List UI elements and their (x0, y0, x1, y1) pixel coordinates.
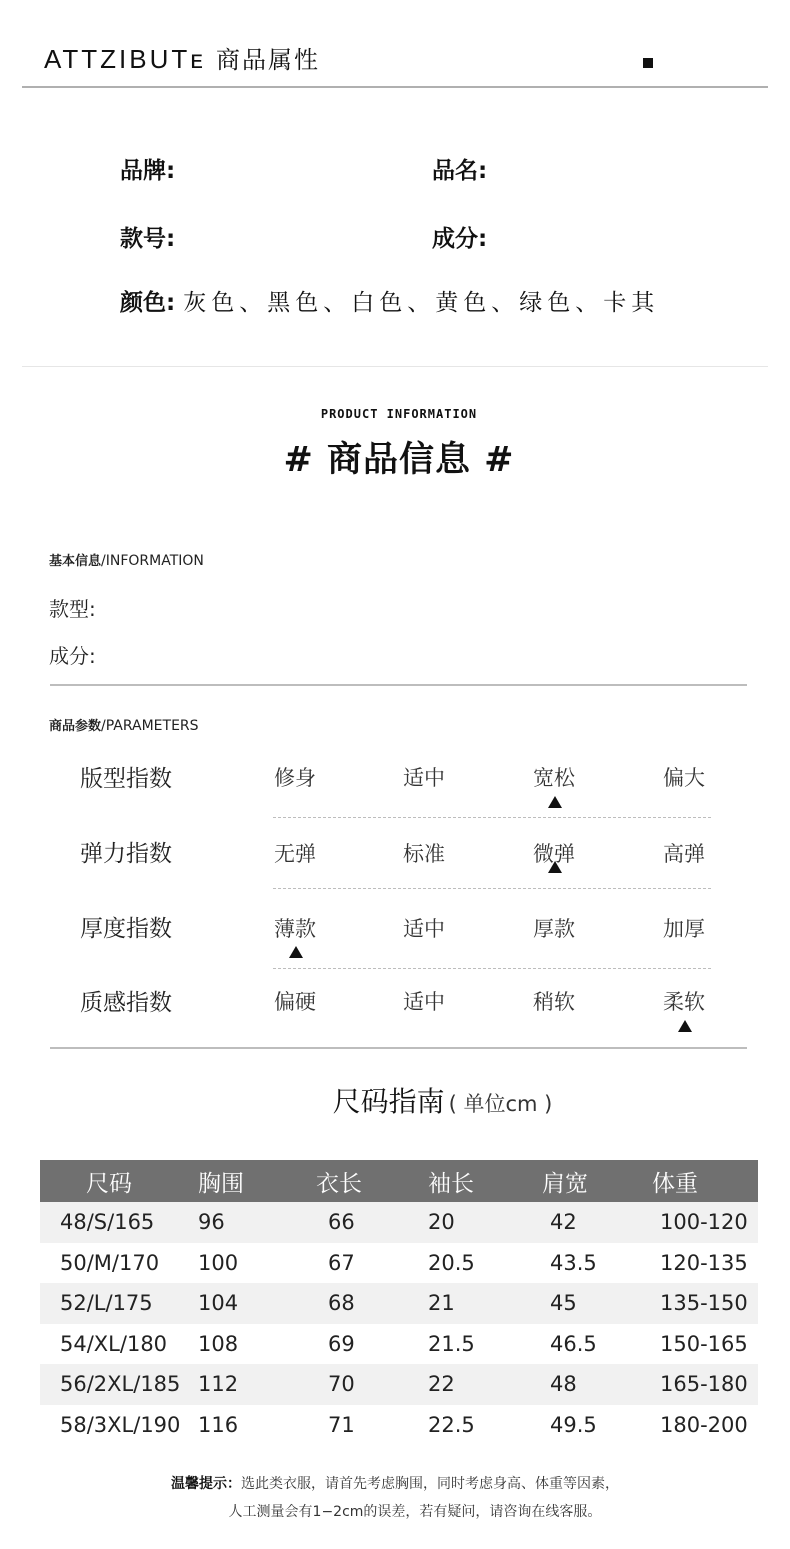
cell-weight: 120-135 (652, 1243, 758, 1284)
product-name-label: 品名: (432, 158, 488, 184)
cell-weight: 180-200 (652, 1405, 758, 1446)
cell-length: 68 (314, 1283, 428, 1324)
parameters-label-en: /PARAMETERS (101, 718, 199, 734)
selection-marker-icon (678, 1020, 692, 1032)
param-option: 无弹 (274, 842, 316, 866)
cell-size: 56/2XL/185 (40, 1364, 198, 1405)
header-chest: 胸围 (198, 1160, 314, 1202)
dashed-divider (273, 817, 711, 818)
dashed-divider (273, 888, 711, 889)
color-row (120, 284, 659, 317)
table-row (40, 1405, 758, 1446)
dashed-divider (273, 968, 711, 969)
selection-marker-icon (548, 861, 562, 873)
table-row (40, 1202, 758, 1243)
cell-chest: 104 (198, 1283, 314, 1324)
parameters-label-cn: 商品参数 (49, 719, 102, 734)
cell-shoulder: 45 (542, 1283, 652, 1324)
attribute-title-en: ATTΖIBUTᴇ (44, 44, 207, 74)
cell-sleeve: 22.5 (428, 1405, 542, 1446)
basic-material-label: 成分: (49, 644, 96, 668)
header-sleeve: 袖长 (428, 1160, 542, 1202)
param-option: 薄款 (274, 917, 316, 941)
cell-length: 66 (314, 1202, 428, 1243)
cell-shoulder: 42 (542, 1202, 652, 1243)
parameters-label (49, 715, 199, 734)
size-table-header (40, 1160, 758, 1202)
basic-info-label-en: /INFORMATION (101, 553, 204, 569)
cell-length: 67 (314, 1243, 428, 1284)
header-shoulder: 肩宽 (542, 1160, 652, 1202)
divider (22, 366, 768, 367)
cell-length: 71 (314, 1405, 428, 1446)
cell-size: 50/M/170 (40, 1243, 198, 1284)
material-label: 成分: (432, 226, 488, 252)
cell-shoulder: 43.5 (542, 1243, 652, 1284)
cell-chest: 96 (198, 1202, 314, 1243)
cell-size: 48/S/165 (40, 1202, 198, 1243)
tip-text-2: 人工测量会有1−2cm的误差，若有疑问，请咨询在线客服。 (228, 1504, 602, 1520)
header-size: 尺码 (40, 1160, 198, 1202)
selection-marker-icon (289, 946, 303, 958)
header-length: 衣长 (314, 1160, 428, 1202)
divider (50, 684, 747, 686)
cell-sleeve: 21 (428, 1283, 542, 1324)
size-guide-title (0, 1080, 790, 1120)
cell-chest: 116 (198, 1405, 314, 1446)
table-row (40, 1324, 758, 1365)
tip-label: 温馨提示： (171, 1476, 241, 1492)
param-option: 微弹 (533, 842, 575, 866)
attribute-title-cn: 商品属性 (216, 46, 321, 74)
param-option: 偏硬 (274, 990, 316, 1014)
cell-shoulder: 49.5 (542, 1405, 652, 1446)
cell-weight: 165-180 (652, 1364, 758, 1405)
product-info-heading-en: PRODUCT INFORMATION (320, 407, 478, 421)
param-option: 稍软 (533, 990, 575, 1014)
cell-chest: 108 (198, 1324, 314, 1365)
cell-length: 70 (314, 1364, 428, 1405)
cell-sleeve: 20.5 (428, 1243, 542, 1284)
fit-label: 款型: (49, 597, 96, 621)
cell-sleeve: 21.5 (428, 1324, 542, 1365)
style-number-label: 款号: (120, 226, 176, 252)
divider (22, 86, 768, 88)
cell-shoulder: 48 (542, 1364, 652, 1405)
cell-length: 69 (314, 1324, 428, 1365)
table-row (40, 1364, 758, 1405)
cell-chest: 112 (198, 1364, 314, 1405)
selection-marker-icon (548, 796, 562, 808)
param-name: 弹力指数 (80, 841, 172, 867)
param-option: 宽松 (533, 766, 575, 790)
param-option: 加厚 (663, 917, 705, 941)
size-guide-title-text: 尺码指南 (332, 1085, 445, 1118)
cell-weight: 135-150 (652, 1283, 758, 1324)
header-weight: 体重 (652, 1160, 758, 1202)
cell-sleeve: 22 (428, 1364, 542, 1405)
color-label: 颜色: (120, 290, 176, 316)
size-table (40, 1160, 758, 1445)
param-name: 版型指数 (80, 766, 172, 792)
cell-weight: 100-120 (652, 1202, 758, 1243)
param-option: 高弹 (663, 842, 705, 866)
param-option: 偏大 (663, 766, 705, 790)
param-option: 修身 (274, 766, 316, 790)
cell-shoulder: 46.5 (542, 1324, 652, 1365)
attribute-title (44, 40, 320, 75)
param-option: 适中 (403, 766, 445, 790)
size-guide-unit: ( 单位cm ) (448, 1092, 553, 1116)
cell-weight: 150-165 (652, 1324, 758, 1365)
tip-line-1 (0, 1473, 790, 1493)
table-row (40, 1283, 758, 1324)
basic-info-label-cn: 基本信息 (49, 554, 102, 569)
param-option: 厚款 (533, 917, 575, 941)
divider (50, 1047, 747, 1049)
param-name: 质感指数 (80, 990, 172, 1016)
product-info-heading: # 商品信息 # (283, 440, 515, 480)
color-values: 灰色、黑色、白色、黄色、绿色、卡其 (183, 290, 660, 316)
param-name: 厚度指数 (80, 916, 172, 942)
cell-chest: 100 (198, 1243, 314, 1284)
param-option: 适中 (403, 990, 445, 1014)
cell-size: 52/L/175 (40, 1283, 198, 1324)
tip-text-1: 选此类衣服，请首先考虑胸围，同时考虑身高、体重等因素， (241, 1476, 619, 1492)
param-option: 适中 (403, 917, 445, 941)
cell-sleeve: 20 (428, 1202, 542, 1243)
table-row (40, 1243, 758, 1284)
brand-label: 品牌: (120, 158, 176, 184)
param-option: 标准 (403, 842, 445, 866)
basic-info-label (49, 550, 204, 569)
param-option: 柔软 (663, 990, 705, 1014)
cell-size: 58/3XL/190 (40, 1405, 198, 1446)
cell-size: 54/XL/180 (40, 1324, 198, 1365)
square-icon (643, 58, 653, 68)
